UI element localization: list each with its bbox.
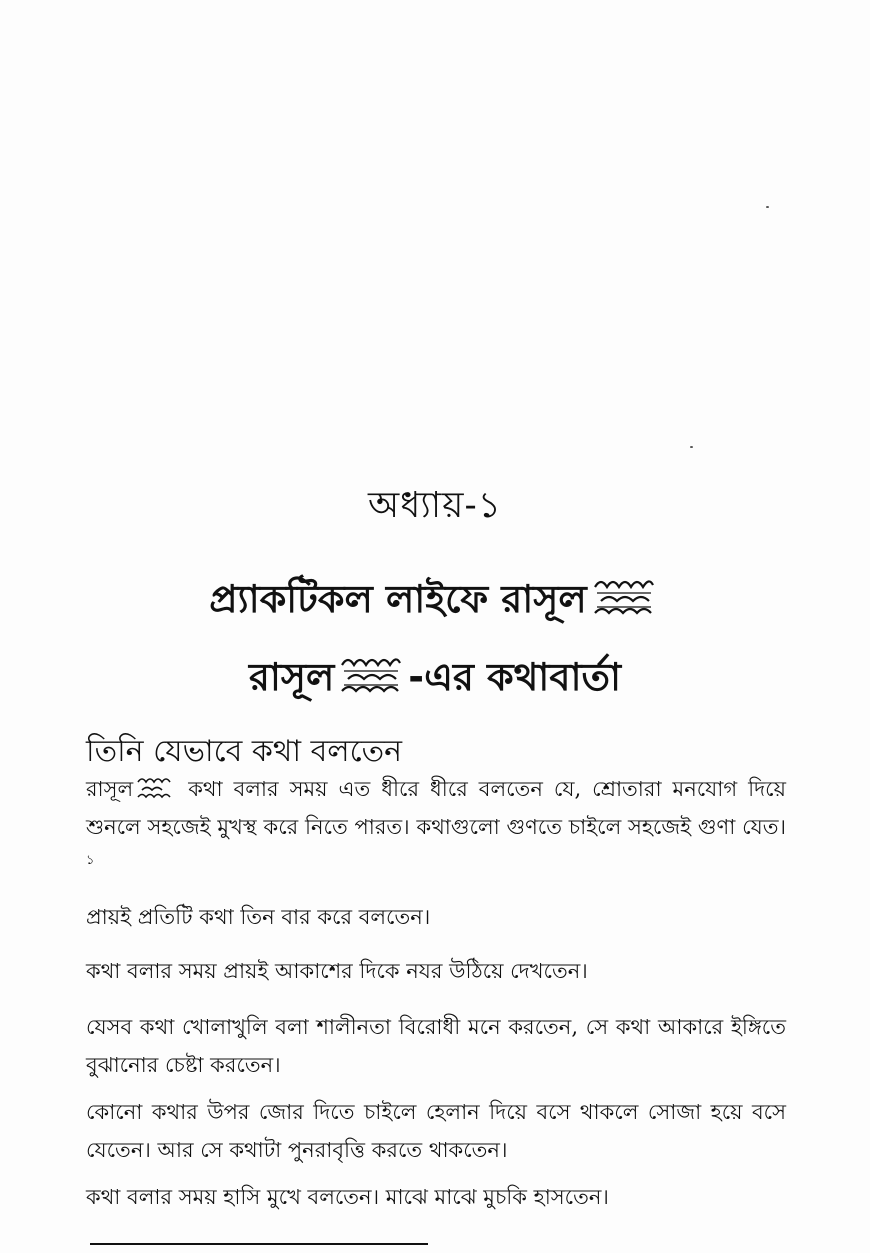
honorific-calligraphy-icon bbox=[591, 573, 657, 619]
paragraph-1-text: কথা বলার সময় এত ধীরে ধীরে বলতেন যে, শ্রোতারা মনযোগ দিয়ে শুনলে সহজেই মুখস্থ করে নিতে পারত। কথাগুলো গুণতে চাইলে সহজেই গুণা যেত। bbox=[86, 777, 786, 839]
honorific-calligraphy-icon bbox=[338, 651, 404, 697]
paragraph-1-name: রাসূল bbox=[86, 777, 134, 801]
footnote-divider bbox=[90, 1243, 428, 1245]
chapter-title-line-2 bbox=[0, 648, 870, 712]
chapter-number: অধ্যায়-১ bbox=[368, 485, 502, 526]
print-speck bbox=[766, 206, 769, 208]
paragraph-5: কোনো কথার উপর জোর দিতে চাইলে হেলান দিয়ে বসে থাকলে সোজা হয়ে বসে যেতেন। আর সে কথাটা পুনরাবৃত্তি করতে থাকতেন। bbox=[86, 1100, 786, 1162]
section-heading: তিনি যেভাবে কথা বলতেন bbox=[86, 734, 403, 769]
paragraph-6: কথা বলার সময় হাসি মুখে বলতেন। মাঝে মাঝে মুচকি হাসতেন। bbox=[86, 1185, 609, 1209]
paragraph-2: প্রায়ই প্রতিটি কথা তিন বার করে বলতেন। bbox=[86, 905, 431, 929]
title-suffix: -এর কথাবার্তা bbox=[408, 655, 622, 699]
title-text-1: প্র্যাকটিকল লাইফে রাসূল bbox=[209, 577, 587, 621]
print-speck bbox=[690, 446, 693, 448]
paragraph-4: যেসব কথা খোলাখুলি বলা শালীনতা বিরোধী মনে করতেন, সে কথা আকারে ইঙ্গিতে বুঝানোর চেষ্টা করতেন। bbox=[86, 1015, 786, 1077]
paragraph-3: কথা বলার সময় প্রায়ই আকাশের দিকে নযর উঠিয়ে দেখতেন। bbox=[86, 959, 588, 983]
honorific-calligraphy-icon bbox=[136, 774, 174, 800]
footnote-mark: ১ bbox=[86, 853, 95, 868]
chapter-title-line-1 bbox=[0, 570, 870, 634]
paragraph-1 bbox=[86, 770, 786, 884]
title-rasul: রাসূল bbox=[248, 655, 335, 699]
